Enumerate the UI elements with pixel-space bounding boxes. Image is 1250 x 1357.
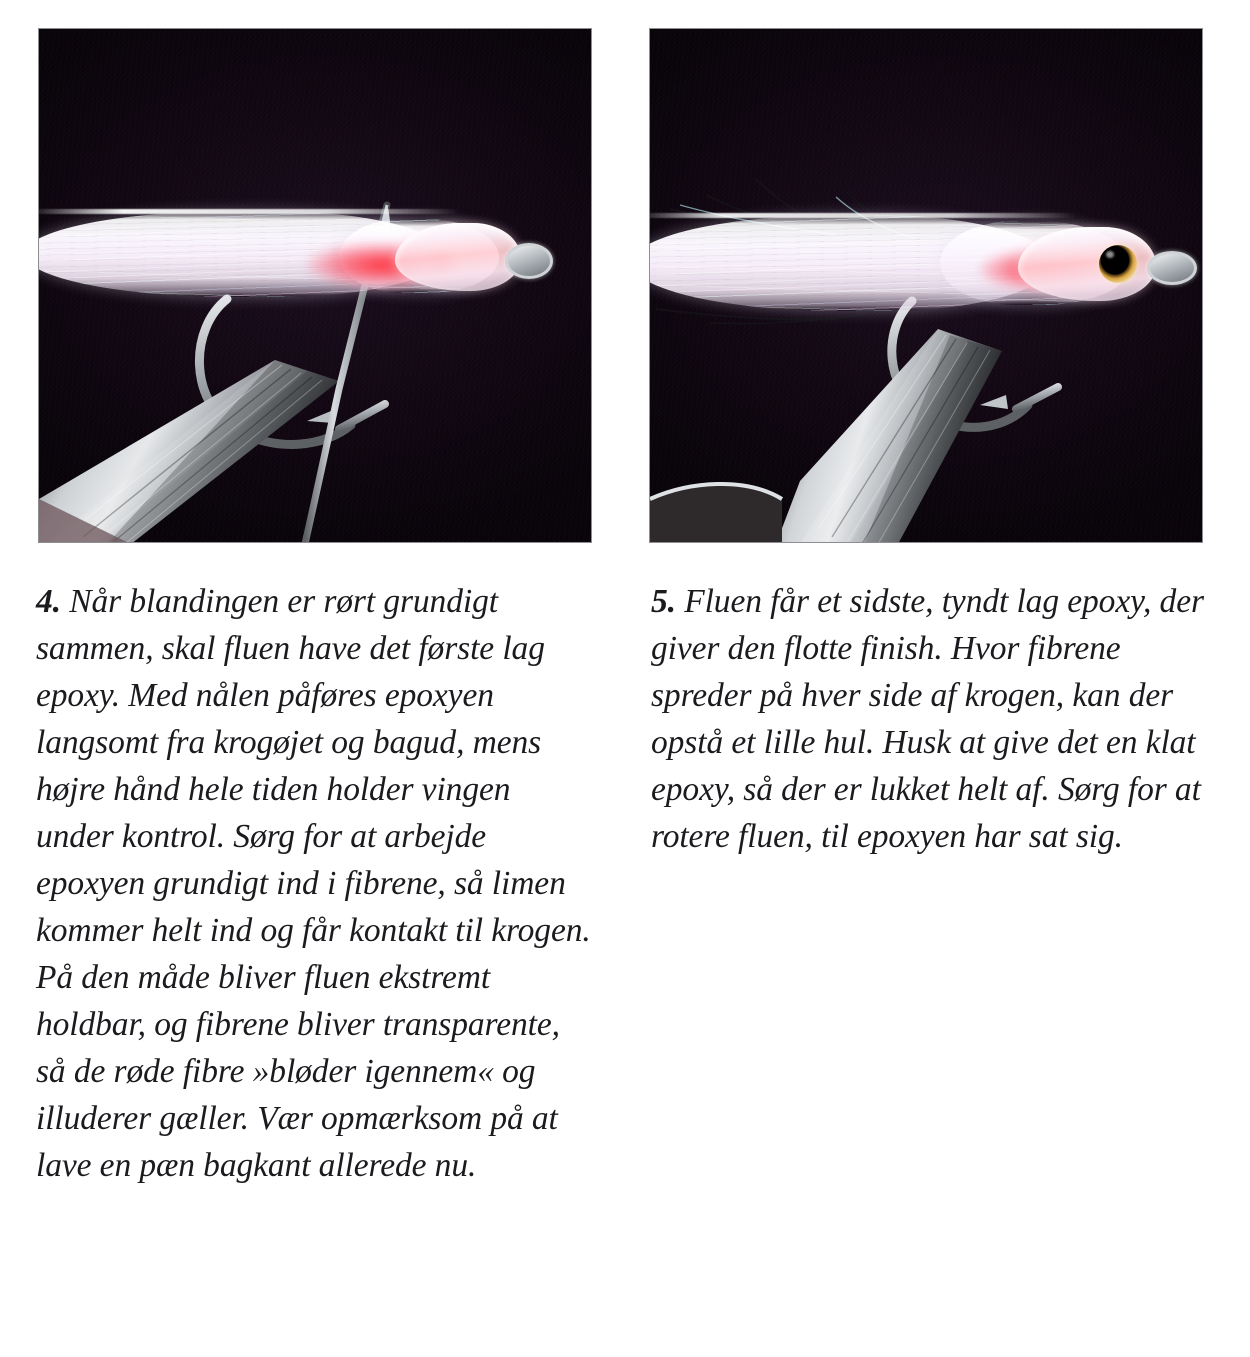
photo-step-4-scene: [39, 29, 591, 542]
caption-column-step-5: [651, 578, 1211, 860]
epoxy-head: [395, 223, 521, 291]
step-text-5: Fluen får et sidste, tyndt lag epoxy, der giver den flotte finish. Hvor fibrene spreder på hver side af krogen, kan der opstå et lille hul. Husk at give det en klat epoxy, så der er lukket helt af. Sørg for at rotere fluen, til epoxyen har sat sig.: [651, 583, 1204, 855]
hook-eye-2: [1147, 251, 1197, 285]
step-number-5: 5.: [651, 583, 676, 620]
wing-top-sheen-2: [650, 213, 1076, 218]
photo-step-4: [38, 28, 592, 543]
photo-step-5: [649, 28, 1203, 543]
step-number-4: 4.: [36, 583, 61, 620]
step-text-4: Når blandingen er rørt grundigt sammen, skal fluen have det første lag epoxy. Med nålen påføres epoxyen langsomt fra krogøjet og bagud, mens højre hånd hele tiden holder vingen under kontrol. Sørg for at arbejde epoxyen grundigt ind i fibrene, så limen kommer helt ind og får kontakt til krogen. På den måde bliver fluen ekstremt holdbar, og fibrene bliver transparente, så de røde fibre »bløder igennem« og illuderer gæller. Vær opmærksom på at lave en pæn bagkant allerede nu.: [36, 583, 591, 1184]
fly-eye-highlight: [1106, 251, 1114, 258]
fly-eye: [1099, 245, 1137, 283]
wing-top-sheen: [39, 209, 459, 214]
hook-eye: [505, 243, 553, 279]
caption-column-step-4: [36, 578, 596, 1189]
photo-step-5-scene: [650, 29, 1202, 542]
